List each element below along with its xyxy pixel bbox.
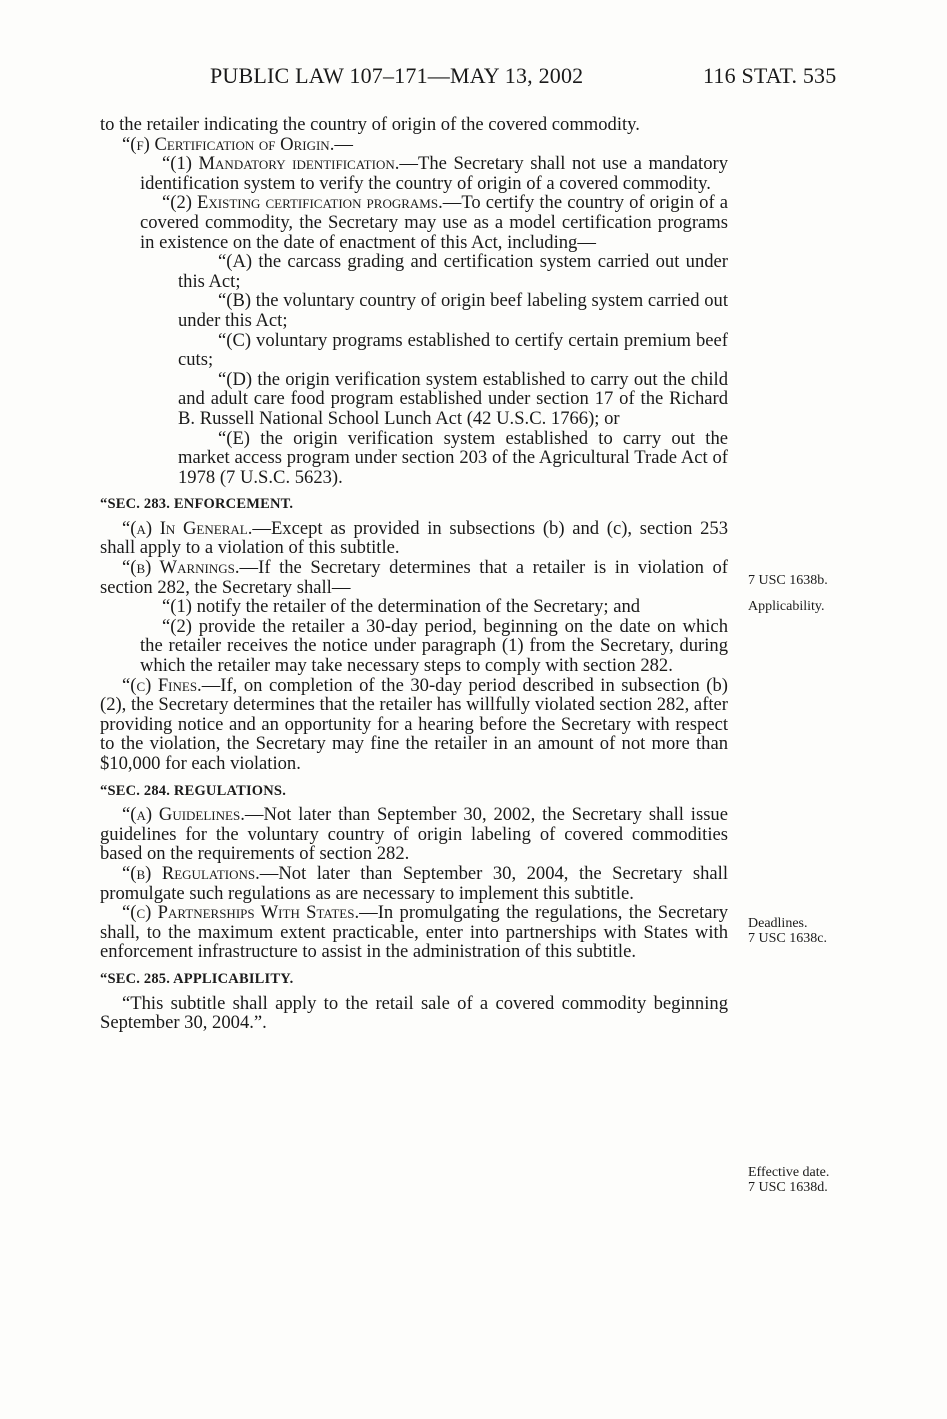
section-283-a-text: —Except as provided in subsections (b) and (c), section 253 shall apply to a violation of this subtitle. xyxy=(100,517,729,559)
section-283-b-2: “(2) provide the retailer a 30-day period, beginning on the date on which the retailer receives the notice under paragraph (1) from the Secretary, during which the retailer may take necessary steps to comply with section 282. xyxy=(140,615,728,677)
section-284-a-text: —Not later than September 30, 2002, the Secretary shall issue guidelines for the voluntary country of origin labeling of covered commodities based on the requirements of section 282. xyxy=(100,804,728,865)
margin-note-applicability: Applicability. xyxy=(748,599,825,614)
section-285-text: “This subtitle shall apply to the retail sale of a covered commodity beginning September 30, 2004.”. xyxy=(100,992,728,1034)
section-283-heading: “SEC. 283. ENFORCEMENT. xyxy=(100,496,294,513)
subparagraph-C: “(C) voluntary programs established to certify certain premium beef cuts; xyxy=(178,329,728,371)
section-283-b-heading: “(b) Warnings. xyxy=(122,557,240,579)
running-header-page: 116 STAT. 535 xyxy=(703,63,837,88)
margin-note-effective-date: Effective date. xyxy=(748,1165,830,1180)
section-284-b-text: —Not later than September 30, 2004, the Secretary shall promulgate such regulations as are necessary to implement this subtitle. xyxy=(100,862,729,904)
body-text xyxy=(100,115,728,1033)
margin-note-usc-1638c: 7 USC 1638c. xyxy=(748,931,827,946)
section-284-a-heading: “(a) Guidelines. xyxy=(122,804,245,826)
subsection-f-heading xyxy=(100,135,728,155)
paragraph-continued: to the retailer indicating the country of origin of the covered commodity. xyxy=(100,114,640,135)
paragraph-f1-heading: “(1) Mandatory identification. xyxy=(162,153,400,175)
running-header-title: PUBLIC LAW 107–171—MAY 13, 2002 xyxy=(210,63,584,88)
paragraph-f2-text: —To certify the country of origin of a covered commodity, the Secretary may use as a model certification programs in existence on the date of enactment of this Act, including— xyxy=(140,192,728,253)
subsection-f-heading-text: “(f) Certification of Origin.— xyxy=(122,133,353,155)
section-283-a-heading: “(a) In General. xyxy=(122,517,253,539)
section-283-c xyxy=(100,676,728,774)
section-284-b-heading: “(b) Regulations. xyxy=(122,862,260,884)
section-284-c-text: —In promulgating the regulations, the Secretary shall, to the maximum extent practicable, enter into partnerships with States with enforcement infrastructure to assist in the administration of this subtitle. xyxy=(100,902,728,963)
subparagraph-E: “(E) the origin verification system established to carry out the market access program under section 203 of the Agricultural Trade Act of 1978 (7 U.S.C. 5623). xyxy=(178,427,728,488)
margin-note-usc-1638d: 7 USC 1638d. xyxy=(748,1180,828,1195)
paragraph-f1 xyxy=(100,154,728,193)
section-284-a xyxy=(100,805,728,864)
section-284-heading: “SEC. 284. REGULATIONS. xyxy=(100,782,287,799)
section-284-c-heading: “(c) Partnerships With States. xyxy=(122,902,360,924)
margin-note-usc-1638b: 7 USC 1638b. xyxy=(748,573,828,588)
section-283-b-1: “(1) notify the retailer of the determination of the Secretary; and xyxy=(162,596,641,618)
section-285-heading: “SEC. 285. APPLICABILITY. xyxy=(100,970,294,987)
section-284-b xyxy=(100,864,728,903)
margin-note-deadlines: Deadlines. xyxy=(748,916,808,931)
paragraph-f1-text: —The Secretary shall not use a mandatory identification system to verify the country of origin of a covered commodity. xyxy=(140,153,728,194)
section-283-c-text: —If, on completion of the 30-day period described in subsection (b)(2), the Secretary determines that the retailer has willfully violated section 282, after providing notice and an opportunity for a hearing before the Secretary with respect to the violation, the Secretary may fine the retailer in an amount of not more than $10,000 for each violation. xyxy=(100,674,728,774)
subparagraph-D: “(D) the origin verification system established to carry out the child and adult care food program established under section 17 of the Richard B. Russell National School Lunch Act (42 U.S.C. 1766); or xyxy=(178,368,728,429)
section-283-b-text: —If the Secretary determines that a retailer is in violation of section 282, the Secretary shall— xyxy=(100,557,728,598)
section-284-c xyxy=(100,903,728,962)
subparagraph-B: “(B) the voluntary country of origin beef labeling system carried out under this Act; xyxy=(178,290,728,331)
subparagraph-A: “(A) the carcass grading and certification system carried out under this Act; xyxy=(178,251,728,292)
paragraph-f2-heading: “(2) Existing certification programs. xyxy=(162,192,443,214)
paragraph-f2 xyxy=(100,193,728,252)
section-283-b xyxy=(100,558,728,597)
section-283-a xyxy=(100,519,728,558)
section-283-c-heading: “(c) Fines. xyxy=(122,674,202,696)
